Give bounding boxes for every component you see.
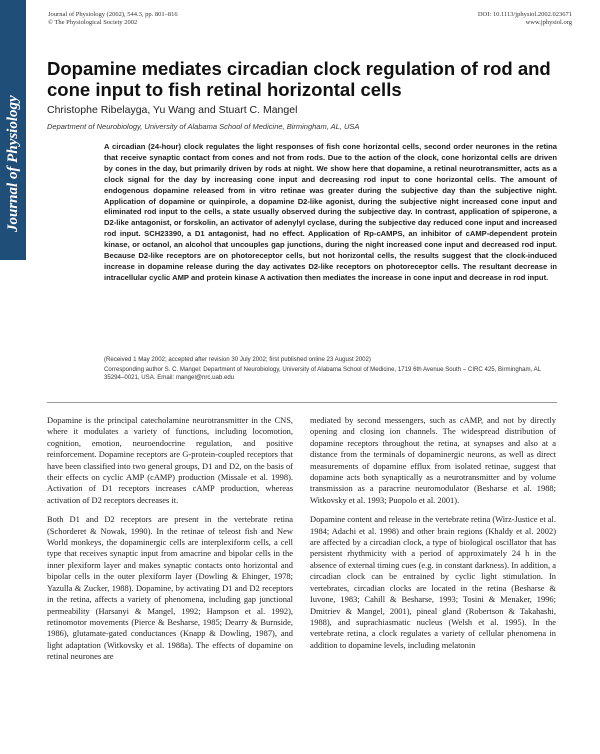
header-citation-line: Journal of Physiology (2002), 544.3, pp. 801–816	[48, 11, 178, 18]
section-divider	[47, 402, 557, 403]
header-url-line: www.jphysiol.org	[525, 19, 572, 26]
body-paragraph: Dopamine content and release in the vertebrate retina (Wirz-Justice et al. 1984; Adachi et al. 1998) and other brain regions (Khaldy et al. 2002) are affected by a circadian clock, a type of biological oscillator that has persistent rhythmicity with a period of approximately 24 h in the absence of external timing cues (e.g. in constant darkness). In addition, a circadian clock can be entrained by cyclic light stimulation. In vertebrates, circadian clocks are located in the retina (Besharse & Iuvone, 1983; Cahill & Besharse, 1993; Tosini & Menaker, 1996; Dmitriev & Mangel, 2001), pineal gland (Robertson & Takahashi, 1988), and suprachiasmatic nucleus (Welsh et al. 1995). In the vertebrate retina, a clock regulates a variety of cellular phenomena in addition to dopamine levels, including melatonin	[310, 514, 556, 650]
article-authors: Christophe Ribelayga, Yu Wang and Stuart C. Mangel	[47, 104, 298, 116]
corresponding-author: Corresponding author S. C. Mangel: Department of Neurobiology, University of Alabama School of Medicine, 1719 6th Avenue South – CIRC 425, Birmingham, AL 35294–0021, USA. Email: mangel@nrc.uab.edu	[104, 366, 541, 382]
header-doi	[478, 11, 572, 27]
header-citation	[48, 11, 178, 27]
received-dates: (Received 1 May 2002; accepted after revision 30 July 2002; first published online 23 August 2002)	[104, 356, 371, 363]
article-affiliation: Department of Neurobiology, University of Alabama School of Medicine, Birmingham, AL, USA	[47, 122, 360, 131]
article-title: Dopamine mediates circadian clock regulation of rod and cone input to fish retinal horizontal cells	[47, 58, 551, 100]
journal-sidebar	[0, 0, 26, 260]
body-paragraph: mediated by second messengers, such as cAMP, and not by directly opening and closing ion channels. The widespread distribution of dopamine receptors throughout the retina, at synapses and also at a distance from the terminals of dopaminergic neurons, as well as direct measurements of dopamine efflux from isolated retinae, suggest that dopamine acts both synaptically as a neurotransmitter and by volume transmission as a paracrine neuromodulator (Besharse et al. 1988; Witkovsky et al. 1993; Puopolo et al. 2001).	[310, 415, 556, 505]
body-column-right	[310, 415, 556, 659]
article-abstract: A circadian (24-hour) clock regulates the light responses of fish cone horizontal cells, second order neurones in the retina that receive synaptic contact from cones and not from rods. Due to the action of the clock, cone horizontal cells are driven by cones in the day, but primarily driven by rods at night. We show here that dopamine, a retinal neurotransmitter, acts as a clock signal for the day by increasing cone input and decreasing rod input to cone horizontal cells. The amount of endogenous dopamine released from in vitro retinae was greater during the subjective day than the subjective night. Application of dopamine or quinpirole, a dopamine D2-like agonist, during the subjective night increased cone input and eliminated rod input to the cells, a state usually observed during the subjective day. In contrast, application of spiperone, a D2-like antagonist, or forskolin, an activator of adenylyl cyclase, during the subjective day reduced cone input and increased rod input. SCH23390, a D1 antagonist, had no effect. Application of Rp-cAMPS, an inhibitor of cAMP-dependent protein kinase, or octanol, an alcohol that uncouples gap junctions, during the night increased cone input and decreased rod input. Because D2-like receptors are on photoreceptor cells, but not horizontal cells, the results suggest that the clock-induced increase in dopamine release during the day activates D2-like receptors on photoreceptor cells. The resultant decrease in intracellular cyclic AMP and protein kinase A activation then mediates the increase in cone input and decrease in rod input.	[104, 142, 557, 282]
header-doi-line: DOI: 10.1113/jphysiol.2002.023671	[477, 11, 572, 18]
body-paragraph: Both D1 and D2 receptors are present in the vertebrate retina (Schorderet & Nowak, 1990). In the retinae of teleost fish and New World monkeys, the dopaminergic cells are interplexiform cells, a cell type that receives synaptic input from amacrine and bipolar cells in the inner plexiform layer and makes synaptic contacts onto horizontal and bipolar cells in the outer plexiform layer (Dowling & Ehinger, 1978; Yazulla & Zucker, 1988). Dopamine, by activating D1 and D2 receptors in the retina, affects a variety of phenomena, including gap junctional permeability (Harsanyi & Mangel, 1992; Hampson et al. 1992), retinomotor movements (Pierce & Besharse, 1985; Dearry & Burnside, 1986), glutamate-gated conductances (Knapp & Dowling, 1987), and light adaptation (Witkovsky et al. 1988a). The effects of dopamine on retinal neurones are	[47, 514, 293, 662]
sidebar-journal-name: Journal of Physiology	[5, 95, 21, 232]
body-paragraph: Dopamine is the principal catecholamine neurotransmitter in the CNS, where it modulates a variety of functions, including locomotion, cognition, emotion, neuroendocrine regulation, and positive reinforcement. Dopamine receptors are G-protein-coupled receptors that have been classified into two general groups, D1 and D2, on the basis of their effects on cyclic AMP (cAMP) production (Missale et al. 1998). Activation of D1 receptors increases cAMP production, whereas activation of D2 receptors decreases it.	[47, 415, 293, 505]
header-copyright-line: © The Physiological Society 2002	[48, 19, 138, 26]
body-column-left	[47, 415, 293, 671]
